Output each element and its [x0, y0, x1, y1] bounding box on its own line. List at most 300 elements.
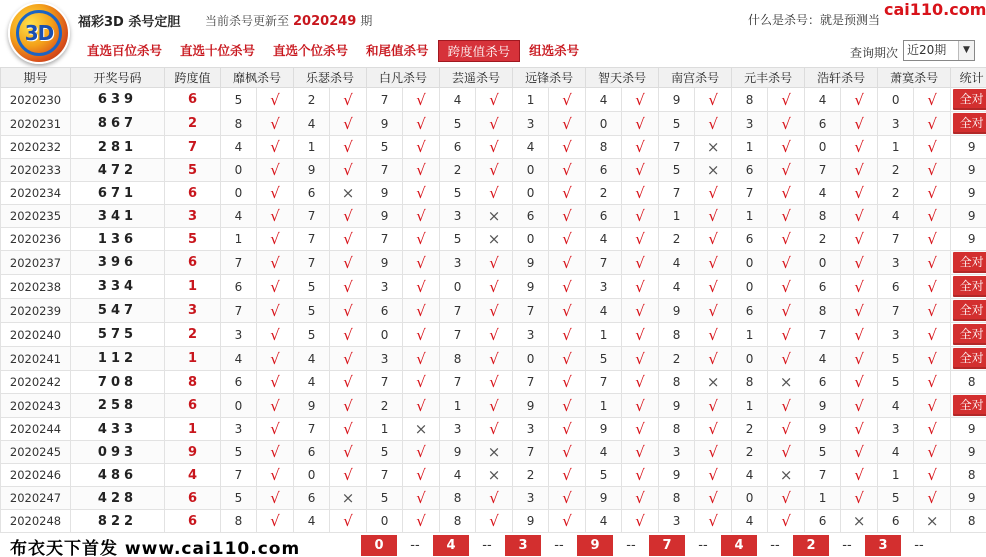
all-hit-button[interactable]: 全对 — [953, 276, 986, 297]
kill-number-cell: 9 — [440, 441, 476, 464]
nav-tab-2[interactable]: 直选个位杀号 — [273, 43, 349, 58]
chevron-down-icon[interactable]: ▼ — [958, 41, 974, 60]
hit-check-icon: √ — [476, 299, 513, 323]
hit-check-icon: √ — [549, 205, 586, 228]
hit-check-icon: √ — [476, 182, 513, 205]
kill-number-cell: 1 — [586, 323, 622, 347]
hit-check-icon: √ — [476, 136, 513, 159]
hit-check-icon: √ — [841, 371, 878, 394]
kill-number-cell: 1 — [440, 394, 476, 418]
prediction-placeholder: -- — [914, 538, 924, 553]
stat-cell: 9 — [951, 136, 986, 159]
kill-number-cell: 3 — [732, 112, 768, 136]
hit-check-icon: √ — [695, 510, 732, 533]
hit-check-icon: √ — [476, 347, 513, 371]
stat-cell — [951, 394, 986, 418]
kill-number-cell: 2 — [659, 228, 695, 251]
miss-cross-icon: × — [768, 464, 805, 487]
hit-check-icon: √ — [476, 510, 513, 533]
hit-check-icon: √ — [768, 251, 805, 275]
stat-cell: 8 — [951, 510, 986, 533]
kill-number-cell: 2 — [586, 182, 622, 205]
hit-check-icon: √ — [622, 182, 659, 205]
hit-check-icon: √ — [330, 418, 367, 441]
miss-cross-icon: × — [476, 205, 513, 228]
kill-number-cell: 3 — [878, 418, 914, 441]
hit-check-icon: √ — [695, 182, 732, 205]
table-row — [1, 136, 986, 159]
period-cell: 2020236 — [1, 228, 71, 251]
kill-number-cell: 3 — [440, 251, 476, 275]
span-value-cell: 2 — [165, 323, 221, 347]
hit-check-icon: √ — [841, 251, 878, 275]
query-label: 查询期次 — [850, 46, 899, 60]
hit-check-icon: √ — [914, 159, 951, 182]
period-cell: 2020242 — [1, 371, 71, 394]
span-value-cell: 6 — [165, 487, 221, 510]
hit-check-icon: √ — [768, 275, 805, 299]
draw-number-cell: 547 — [71, 299, 165, 323]
draw-number-cell: 671 — [71, 182, 165, 205]
stat-cell: 9 — [951, 182, 986, 205]
period-select-value: 近20期 — [907, 43, 947, 57]
miss-cross-icon: × — [476, 228, 513, 251]
kill-number-cell: 7 — [878, 299, 914, 323]
hit-check-icon: √ — [549, 464, 586, 487]
hit-check-icon: √ — [622, 299, 659, 323]
table-header-row — [1, 68, 986, 88]
kill-number-cell: 4 — [878, 394, 914, 418]
kill-number-cell: 1 — [294, 136, 330, 159]
kill-number-cell: 4 — [659, 275, 695, 299]
kill-number-cell: 9 — [294, 159, 330, 182]
draw-number-cell: 334 — [71, 275, 165, 299]
kill-number-cell: 3 — [513, 418, 549, 441]
kill-number-cell: 1 — [878, 464, 914, 487]
hit-check-icon: √ — [914, 136, 951, 159]
hit-check-icon: √ — [330, 394, 367, 418]
hit-check-icon: √ — [695, 299, 732, 323]
hit-check-icon: √ — [549, 228, 586, 251]
kill-number-cell: 9 — [294, 394, 330, 418]
miss-cross-icon: × — [695, 371, 732, 394]
hit-check-icon: √ — [257, 371, 294, 394]
span-value-cell: 6 — [165, 88, 221, 112]
hit-check-icon: √ — [841, 464, 878, 487]
hit-check-icon: √ — [622, 205, 659, 228]
stat-cell — [951, 251, 986, 275]
kill-number-cell: 3 — [878, 323, 914, 347]
kill-number-cell: 3 — [367, 275, 403, 299]
update-prefix: 当前杀号更新至 — [205, 14, 290, 28]
kill-number-cell: 0 — [513, 182, 549, 205]
kill-number-cell: 6 — [513, 205, 549, 228]
table-row — [1, 510, 986, 533]
kill-number-cell: 1 — [732, 323, 768, 347]
kill-number-cell: 0 — [221, 394, 257, 418]
kill-number-cell: 9 — [586, 418, 622, 441]
stat-cell: 9 — [951, 487, 986, 510]
table-row — [1, 112, 986, 136]
kill-number-cell: 6 — [732, 299, 768, 323]
hit-check-icon: √ — [622, 323, 659, 347]
kill-number-cell: 1 — [586, 394, 622, 418]
kill-number-cell: 1 — [878, 136, 914, 159]
hit-check-icon: √ — [257, 394, 294, 418]
hit-check-icon: √ — [257, 275, 294, 299]
hit-check-icon: √ — [403, 136, 440, 159]
column-header: 期号 — [1, 68, 71, 88]
miss-cross-icon: × — [476, 441, 513, 464]
hit-check-icon: √ — [403, 299, 440, 323]
hit-check-icon: √ — [257, 228, 294, 251]
column-header: 萧寞杀号 — [878, 68, 951, 88]
kill-number-cell: 4 — [732, 464, 768, 487]
all-hit-button[interactable]: 全对 — [953, 348, 986, 369]
span-value-cell: 7 — [165, 136, 221, 159]
hit-check-icon: √ — [549, 275, 586, 299]
stat-cell — [951, 323, 986, 347]
table-row — [1, 441, 986, 464]
hit-check-icon: √ — [257, 205, 294, 228]
kill-number-cell: 7 — [440, 371, 476, 394]
hit-check-icon: √ — [549, 112, 586, 136]
span-value-cell: 6 — [165, 182, 221, 205]
hit-check-icon: √ — [549, 159, 586, 182]
kill-number-cell: 0 — [513, 347, 549, 371]
draw-number-cell: 136 — [71, 228, 165, 251]
draw-number-cell: 093 — [71, 441, 165, 464]
kill-number-cell: 7 — [221, 251, 257, 275]
hit-check-icon: √ — [403, 112, 440, 136]
all-hit-button[interactable]: 全对 — [953, 252, 986, 273]
kill-number-cell: 8 — [805, 299, 841, 323]
kill-number-cell: 3 — [586, 275, 622, 299]
hit-check-icon: √ — [622, 418, 659, 441]
table-row — [1, 205, 986, 228]
prediction-placeholder: -- — [698, 538, 708, 553]
kill-number-cell: 0 — [513, 159, 549, 182]
kill-number-table — [0, 67, 986, 533]
hit-check-icon: √ — [403, 323, 440, 347]
kill-number-cell: 0 — [586, 112, 622, 136]
span-value-cell: 4 — [165, 464, 221, 487]
kill-number-cell: 7 — [513, 299, 549, 323]
kill-number-cell: 6 — [440, 136, 476, 159]
nav-tab-1[interactable]: 直选十位杀号 — [180, 43, 256, 58]
table-row — [1, 464, 986, 487]
prediction-placeholder: -- — [482, 538, 492, 553]
kill-number-cell: 2 — [805, 228, 841, 251]
prediction-number: 7 — [649, 535, 685, 556]
miss-cross-icon: × — [841, 510, 878, 533]
all-hit-button[interactable]: 全对 — [953, 89, 986, 110]
hit-check-icon: √ — [841, 347, 878, 371]
hit-check-icon: √ — [476, 112, 513, 136]
kill-number-cell: 9 — [659, 299, 695, 323]
hit-check-icon: √ — [476, 394, 513, 418]
column-header: 乐瑟杀号 — [294, 68, 367, 88]
period-cell: 2020240 — [1, 323, 71, 347]
table-row — [1, 487, 986, 510]
hit-check-icon: √ — [841, 394, 878, 418]
stat-cell — [951, 88, 986, 112]
hit-check-icon: √ — [549, 347, 586, 371]
hit-check-icon: √ — [257, 441, 294, 464]
hit-check-icon: √ — [841, 323, 878, 347]
hit-check-icon: √ — [549, 371, 586, 394]
hit-check-icon: √ — [257, 418, 294, 441]
kill-number-cell: 3 — [513, 323, 549, 347]
kill-number-cell: 7 — [294, 228, 330, 251]
draw-number-cell: 396 — [71, 251, 165, 275]
hit-check-icon: √ — [476, 275, 513, 299]
table-row — [1, 159, 986, 182]
brand-logo[interactable]: cai110.com — [884, 0, 986, 19]
period-cell: 2020233 — [1, 159, 71, 182]
hit-check-icon: √ — [549, 418, 586, 441]
nav-tab-3[interactable]: 和尾值杀号 — [366, 43, 429, 58]
kill-number-cell: 4 — [805, 88, 841, 112]
all-hit-button[interactable]: 全对 — [953, 395, 986, 416]
hit-check-icon: √ — [257, 136, 294, 159]
kill-number-cell: 9 — [367, 251, 403, 275]
hit-check-icon: √ — [257, 487, 294, 510]
kill-number-cell: 3 — [221, 418, 257, 441]
stat-cell — [951, 299, 986, 323]
table-row — [1, 299, 986, 323]
hit-check-icon: √ — [257, 299, 294, 323]
kill-number-cell: 4 — [586, 299, 622, 323]
kill-number-cell: 4 — [586, 441, 622, 464]
kill-number-cell: 4 — [805, 347, 841, 371]
hit-check-icon: √ — [403, 251, 440, 275]
kill-number-cell: 0 — [805, 136, 841, 159]
hit-check-icon: √ — [841, 418, 878, 441]
kill-number-cell: 7 — [659, 182, 695, 205]
kill-number-cell: 0 — [440, 275, 476, 299]
kill-number-cell: 5 — [440, 112, 476, 136]
kill-number-cell: 7 — [586, 251, 622, 275]
hit-check-icon: √ — [914, 323, 951, 347]
hit-check-icon: √ — [257, 88, 294, 112]
hit-check-icon: √ — [841, 159, 878, 182]
kill-number-cell: 4 — [732, 510, 768, 533]
hit-check-icon: √ — [622, 136, 659, 159]
kill-number-cell: 2 — [878, 159, 914, 182]
column-header: 靡枫杀号 — [221, 68, 294, 88]
prediction-placeholder: -- — [410, 538, 420, 553]
hit-check-icon: √ — [914, 394, 951, 418]
table-row — [1, 371, 986, 394]
stat-cell: 9 — [951, 441, 986, 464]
stat-cell — [951, 275, 986, 299]
hit-check-icon: √ — [914, 88, 951, 112]
kill-number-cell: 4 — [805, 182, 841, 205]
kill-number-cell: 1 — [732, 205, 768, 228]
next-predictions — [361, 535, 937, 556]
kill-number-cell: 9 — [513, 275, 549, 299]
kill-number-cell: 9 — [805, 418, 841, 441]
hit-check-icon: √ — [841, 275, 878, 299]
kill-number-cell: 5 — [805, 441, 841, 464]
hit-check-icon: √ — [622, 510, 659, 533]
draw-number-cell: 112 — [71, 347, 165, 371]
hit-check-icon: √ — [768, 510, 805, 533]
hit-check-icon: √ — [476, 88, 513, 112]
period-cell: 2020244 — [1, 418, 71, 441]
kill-number-cell: 7 — [732, 182, 768, 205]
kill-number-cell: 0 — [513, 228, 549, 251]
kill-number-cell: 7 — [805, 159, 841, 182]
table-row — [1, 323, 986, 347]
marquee-notice[interactable]: 什么是杀号：就是预测当 — [748, 13, 881, 27]
kill-number-cell: 4 — [440, 88, 476, 112]
hit-check-icon: √ — [914, 228, 951, 251]
column-header: 远锋杀号 — [513, 68, 586, 88]
hit-check-icon: √ — [622, 487, 659, 510]
hit-check-icon: √ — [695, 228, 732, 251]
span-value-cell: 9 — [165, 441, 221, 464]
kill-number-cell: 0 — [805, 251, 841, 275]
hit-check-icon: √ — [768, 323, 805, 347]
kill-number-cell: 2 — [440, 159, 476, 182]
all-hit-button[interactable]: 全对 — [953, 300, 986, 321]
page-title: 福彩3D 杀号定胆 — [78, 15, 181, 30]
nav-tab-0[interactable]: 直选百位杀号 — [87, 43, 163, 58]
period-cell: 2020248 — [1, 510, 71, 533]
prediction-number: 2 — [793, 535, 829, 556]
table-row — [1, 182, 986, 205]
miss-cross-icon: × — [476, 464, 513, 487]
kill-number-cell: 4 — [586, 510, 622, 533]
column-header: 开奖号码 — [71, 68, 165, 88]
draw-number-cell: 575 — [71, 323, 165, 347]
period-cell: 2020243 — [1, 394, 71, 418]
kill-number-cell: 6 — [367, 299, 403, 323]
period-cell: 2020232 — [1, 136, 71, 159]
kill-number-cell: 5 — [878, 487, 914, 510]
kill-number-cell: 5 — [440, 228, 476, 251]
kill-number-cell: 3 — [440, 418, 476, 441]
nav-tab-5[interactable]: 组选杀号 — [529, 43, 580, 58]
prediction-number: 4 — [721, 535, 757, 556]
kill-number-cell: 5 — [367, 441, 403, 464]
hit-check-icon: √ — [768, 112, 805, 136]
hit-check-icon: √ — [476, 251, 513, 275]
all-hit-button[interactable]: 全对 — [953, 324, 986, 345]
hit-check-icon: √ — [768, 228, 805, 251]
hit-check-icon: √ — [330, 371, 367, 394]
kill-number-cell: 3 — [659, 510, 695, 533]
hit-check-icon: √ — [549, 88, 586, 112]
hit-check-icon: √ — [914, 487, 951, 510]
hit-check-icon: √ — [403, 228, 440, 251]
hit-check-icon: √ — [403, 371, 440, 394]
miss-cross-icon: × — [330, 487, 367, 510]
hit-check-icon: √ — [330, 275, 367, 299]
kill-number-cell: 1 — [367, 418, 403, 441]
kill-number-cell: 5 — [294, 323, 330, 347]
period-cell: 2020231 — [1, 112, 71, 136]
kill-number-cell: 6 — [805, 371, 841, 394]
hit-check-icon: √ — [914, 347, 951, 371]
hit-check-icon: √ — [330, 205, 367, 228]
hit-check-icon: √ — [257, 112, 294, 136]
kill-number-cell: 4 — [221, 136, 257, 159]
hit-check-icon: √ — [257, 347, 294, 371]
kill-number-cell: 8 — [805, 205, 841, 228]
prediction-placeholder: -- — [626, 538, 636, 553]
kill-number-cell: 0 — [367, 510, 403, 533]
hit-check-icon: √ — [695, 323, 732, 347]
hit-check-icon: √ — [914, 251, 951, 275]
hit-check-icon: √ — [330, 347, 367, 371]
span-value-cell: 3 — [165, 299, 221, 323]
period-select[interactable] — [903, 40, 975, 61]
hit-check-icon: √ — [330, 510, 367, 533]
kill-type-nav — [78, 40, 588, 64]
kill-number-cell: 8 — [659, 418, 695, 441]
hit-check-icon: √ — [549, 394, 586, 418]
span-value-cell: 1 — [165, 347, 221, 371]
kill-number-cell: 1 — [732, 394, 768, 418]
kill-number-cell: 4 — [440, 464, 476, 487]
kill-number-cell: 6 — [878, 275, 914, 299]
kill-number-cell: 3 — [878, 112, 914, 136]
kill-number-cell: 9 — [367, 182, 403, 205]
kill-number-cell: 7 — [294, 251, 330, 275]
draw-number-cell: 258 — [71, 394, 165, 418]
kill-number-cell: 9 — [659, 88, 695, 112]
kill-number-cell: 5 — [221, 88, 257, 112]
hit-check-icon: √ — [914, 418, 951, 441]
kill-number-cell: 7 — [367, 228, 403, 251]
kill-number-cell: 5 — [659, 112, 695, 136]
hit-check-icon: √ — [695, 394, 732, 418]
kill-number-cell: 5 — [221, 441, 257, 464]
kill-number-cell: 3 — [659, 441, 695, 464]
kill-number-cell: 9 — [513, 251, 549, 275]
hit-check-icon: √ — [841, 136, 878, 159]
kill-number-cell: 7 — [221, 299, 257, 323]
nav-tab-4[interactable]: 跨度值杀号 — [438, 40, 521, 62]
all-hit-button[interactable]: 全对 — [953, 113, 986, 134]
hit-check-icon: √ — [914, 464, 951, 487]
hit-check-icon: √ — [257, 182, 294, 205]
column-header: 跨度值 — [165, 68, 221, 88]
hit-check-icon: √ — [549, 487, 586, 510]
prediction-placeholder: -- — [554, 538, 564, 553]
hit-check-icon: √ — [257, 251, 294, 275]
prediction-footer — [0, 533, 986, 557]
hit-check-icon: √ — [695, 112, 732, 136]
hit-check-icon: √ — [622, 88, 659, 112]
kill-number-cell: 6 — [732, 159, 768, 182]
kill-number-cell: 9 — [659, 394, 695, 418]
kill-number-cell: 4 — [878, 205, 914, 228]
draw-number-cell: 639 — [71, 88, 165, 112]
kill-number-cell: 8 — [732, 88, 768, 112]
draw-number-cell: 867 — [71, 112, 165, 136]
hit-check-icon: √ — [841, 112, 878, 136]
hit-check-icon: √ — [914, 371, 951, 394]
draw-number-cell: 428 — [71, 487, 165, 510]
kill-number-cell: 1 — [732, 136, 768, 159]
kill-number-cell: 7 — [294, 418, 330, 441]
hit-check-icon: √ — [476, 323, 513, 347]
kill-number-cell: 6 — [805, 112, 841, 136]
